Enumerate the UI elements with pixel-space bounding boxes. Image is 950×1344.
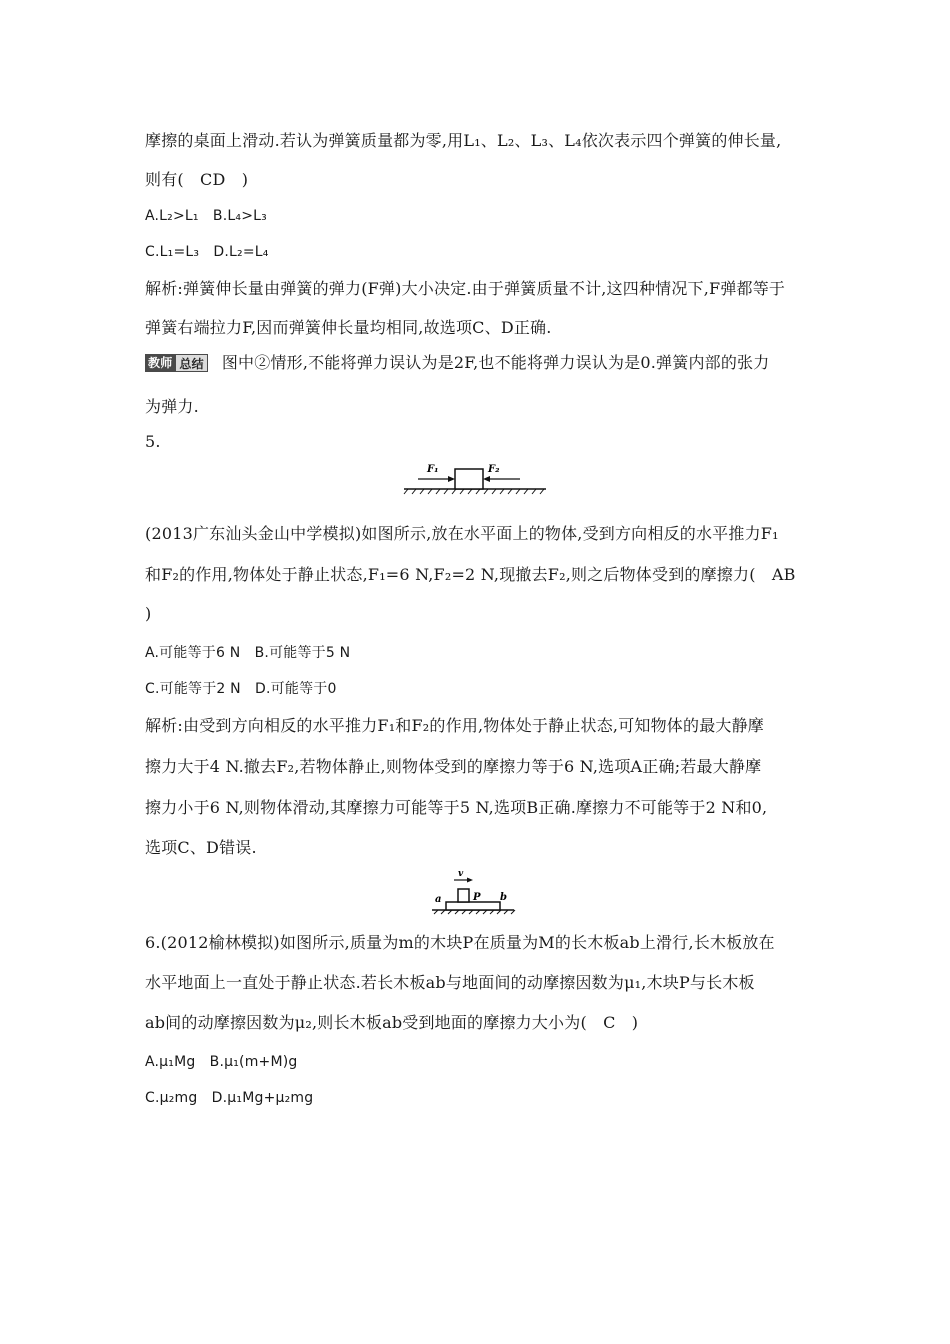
q6-options-ab: A.μ₁Mg B.μ₁(m+M)g (145, 1054, 298, 1070)
q5-stem-line-2: 和F₂的作用,物体处于静止状态,F₁=6 N,F₂=2 N,现撤去F₂,则之后物体受到的摩擦力( AB (145, 565, 796, 584)
f2-label: F₂ (488, 464, 500, 475)
q5-explanation-line-2: 擦力大于4 N.撤去F₂,若物体静止,则物体受到的摩擦力等于6 N,选项A正确;若最大静摩 (145, 757, 762, 776)
b-label: b (500, 892, 507, 903)
q4-summary-line-1 (145, 353, 769, 373)
v-label: v (458, 869, 464, 879)
q4-options-cd: C.L₁=L₃ D.L₂=L₄ (145, 244, 269, 260)
q4-summary-line-2: 为弹力. (145, 397, 199, 416)
a-label: a (435, 894, 442, 905)
q5-explanation-line-3: 擦力小于6 N,则物体滑动,其摩擦力可能等于5 N,选项B正确.摩擦力不可能等于2 N和0, (145, 798, 768, 817)
q6-figure (428, 866, 528, 916)
q5-explanation-line-4: 选项C、D错误. (145, 838, 257, 857)
badge-left: 教师 (145, 354, 175, 372)
q5-options-cd: C.可能等于2 N D.可能等于0 (145, 681, 337, 697)
long-board (446, 902, 500, 910)
velocity-arrowhead (467, 878, 473, 883)
q6-stem-line-2: 水平地面上一直处于静止状态.若长木板ab与地面间的动摩擦因数为μ₁,木块P与长木板 (145, 973, 755, 992)
block (455, 469, 483, 489)
q6-options-cd: C.μ₂mg D.μ₁Mg+μ₂mg (145, 1090, 314, 1106)
f1-arrowhead (448, 476, 455, 482)
q4-stem-line-1: 摩擦的桌面上滑动.若认为弹簧质量都为零,用L₁、L₂、L₃、L₄依次表示四个弹簧的伸长量, (145, 131, 782, 150)
q5-stem-line-3: ) (145, 604, 152, 623)
q5-options-ab: A.可能等于6 N B.可能等于5 N (145, 645, 351, 661)
q4-options-ab: A.L₂>L₁ B.L₄>L₃ (145, 208, 267, 224)
q6-stem-line-1: 6.(2012榆林模拟)如图所示,质量为m的木块P在质量为M的长木板ab上滑行,长木板放在 (145, 933, 775, 952)
teacher-summary-badge (145, 354, 208, 372)
q5-figure (400, 460, 550, 500)
q5-explanation-line-1: 解析:由受到方向相反的水平推力F₁和F₂的作用,物体处于静止状态,可知物体的最大静摩 (145, 716, 764, 735)
q4-explanation-line-1: 解析:弹簧伸长量由弹簧的弹力(F弹)大小决定.由于弹簧质量不计,这四种情况下,F弹都等于 (145, 279, 786, 298)
q6-stem-line-3: ab间的动摩擦因数为μ₂,则长木板ab受到地面的摩擦力大小为( C ) (145, 1013, 639, 1032)
f1-label: F₁ (427, 464, 439, 475)
q5-number: 5. (145, 432, 161, 451)
p-label: P (473, 892, 481, 903)
q4-stem-line-2: 则有( CD ) (145, 170, 249, 189)
q4-explanation-line-2: 弹簧右端拉力F,因而弹簧伸长量均相同,故选项C、D正确. (145, 318, 552, 337)
summary-text: 图中②情形,不能将弹力误认为是2F,也不能将弹力误认为是0.弹簧内部的张力 (221, 353, 770, 372)
f2-arrowhead (483, 476, 490, 482)
block-p (458, 889, 469, 902)
badge-right: 总结 (175, 354, 207, 372)
q5-stem-line-1: (2013广东汕头金山中学模拟)如图所示,放在水平面上的物体,受到方向相反的水平推力F₁ (145, 524, 779, 543)
